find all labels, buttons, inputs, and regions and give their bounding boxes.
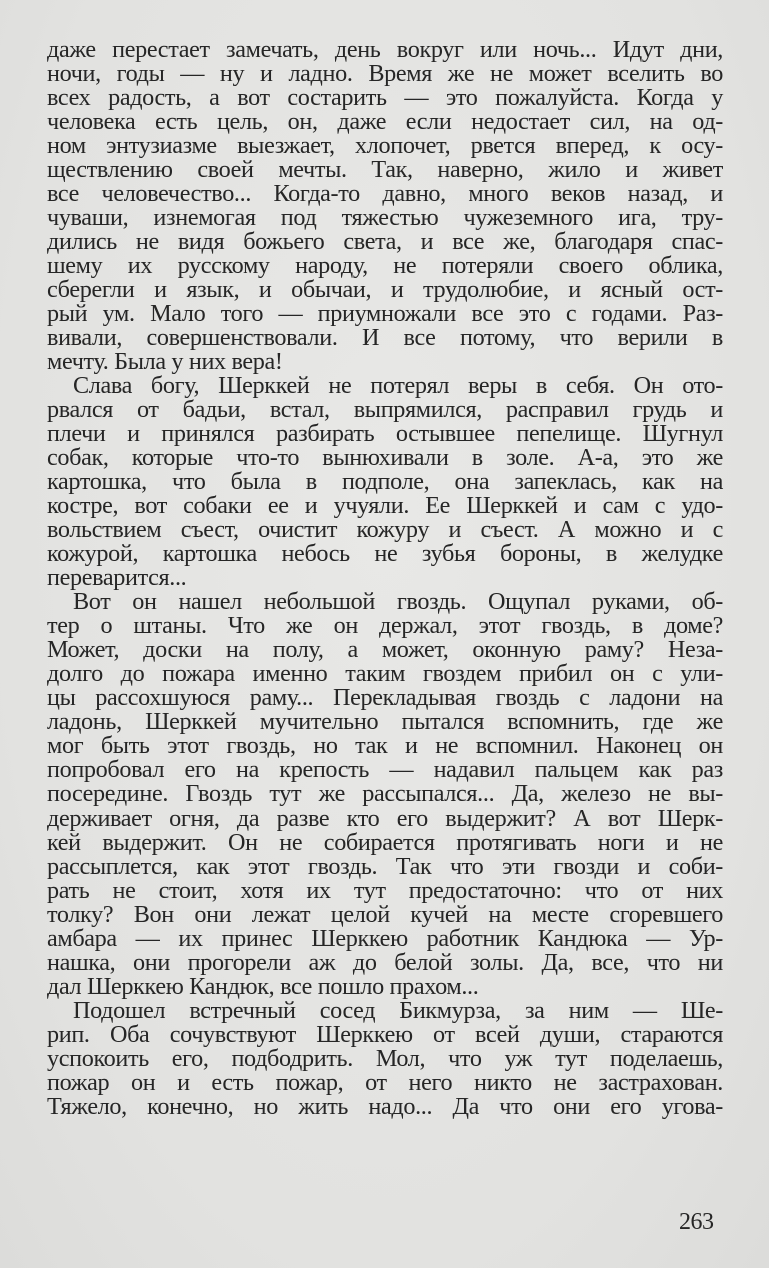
text-line: Может, доски на полу, а может, оконную раму? Неза- [47,636,723,664]
paragraph [47,996,723,1120]
text-line: рый ум. Мало того — приумножали все это с годами. Раз- [47,300,723,328]
text-line: попробовал его на крепость — надавил пальцем как раз [47,756,723,784]
text-line: амбара — их принес Шерккею работник Кандюка — Ур- [47,924,723,952]
text-line: рать не стоит, хотя их тут предостаточно: что от них [47,876,723,904]
text-line: долго до пожара именно таким гвоздем прибил он с ули- [47,660,723,688]
text-line: собак, которые что-то вынюхивали в золе. А-а, это же [47,444,723,472]
text-line: сберегли и язык, и обычаи, и трудолюбие, и ясный ост- [47,276,723,304]
text-line: даже перестает замечать, день вокруг или ночь... Идут дни, [47,36,723,63]
text-line: человека есть цель, он, даже если недостает сил, на од- [47,108,723,136]
text-line: Тяжело, конечно, но жить надо... Да что они его угова- [47,1092,723,1120]
text-line: вольствием съест, очистит кожуру и съест. А можно и с [47,516,723,544]
body-text [47,38,723,1119]
text-line: картошка, что была в подполе, она запеклась, как на [47,468,723,496]
text-line: всех радость, а вот состарить — это пожалуйста. Когда у [47,84,723,112]
text-line: ладонь, Шерккей мучительно пытался вспомнить, где же [47,708,723,736]
text-line: держивает огня, да разве кто его выдержит? А вот Шерк- [47,804,723,832]
text-line: ществлению своей мечты. Так, наверно, жило и живет [47,156,723,184]
text-line: плечи и принялся разбирать остывшее пепелище. Шугнул [47,420,723,448]
text-line: пожар он и есть пожар, от него никто не застрахован. [47,1068,723,1096]
page-number: 263 [679,1209,714,1235]
text-line: тер о штаны. Что же он держал, этот гвоздь, в доме? [47,612,723,640]
text-line: кей выдержит. Он не собирается протягивать ноги и не [47,828,723,856]
text-line: мечту. Была у них вера! [47,348,283,376]
text-line: Подошел встречный сосед Бикмурза, за ним — Ше- [73,996,723,1024]
text-line: вивали, совершенствовали. И все потому, что верили в [47,324,723,352]
text-line: мог быть этот гвоздь, но так и не вспомнил. Наконец он [47,732,723,760]
text-line: посередине. Гвоздь тут же рассыпался... Да, железо не вы- [47,780,723,808]
text-line: успокоить его, подбодрить. Мол, что уж тут поделаешь, [47,1044,723,1072]
text-line: Вот он нашел небольшой гвоздь. Ощупал руками, об- [73,588,723,616]
text-line: ночи, годы — ну и ладно. Время же не может вселить во [47,60,723,88]
text-line: рассыплется, как этот гвоздь. Так что эти гвозди и соби- [47,852,723,880]
text-line: чуваши, изнемогая под тяжестью чужеземного ига, тру- [47,204,723,232]
text-line: цы рассохшуюся раму... Перекладывая гвоздь с ладони на [47,684,723,712]
text-line: кожурой, картошка небось не зубья бороны, в желудке [47,540,723,568]
text-line: рвался от бадьи, встал, выпрямился, расправил грудь и [47,396,723,424]
text-line: дились не видя божьего света, и все же, благодаря спас- [47,228,723,256]
text-line: толку? Вон они лежат целой кучей на месте сгоревшего [47,900,723,928]
text-line: шему их русскому народу, не потеряли своего облика, [47,252,723,280]
text-line: Слава богу, Шерккей не потерял веры в себя. Он ото- [73,372,723,400]
text-line: рип. Оба сочувствуют Шерккею от всей души, стараются [47,1020,723,1048]
text-line: ном энтузиазме выезжает, хлопочет, рвется вперед, к осу- [47,132,723,160]
text-line: костре, вот собаки ее и учуяли. Ее Шерккей и сам с удо- [47,492,723,520]
text-line: нашка, они прогорели аж до белой золы. Да, все, что ни [47,948,723,976]
text-line: все человечество... Когда-то давно, много веков назад, и [47,180,723,208]
paragraph [47,38,723,374]
paragraph [47,374,723,590]
text-line: дал Шерккею Кандюк, все пошло прахом... [47,972,479,1000]
text-line: переварится... [47,564,187,592]
paragraph [47,590,723,998]
